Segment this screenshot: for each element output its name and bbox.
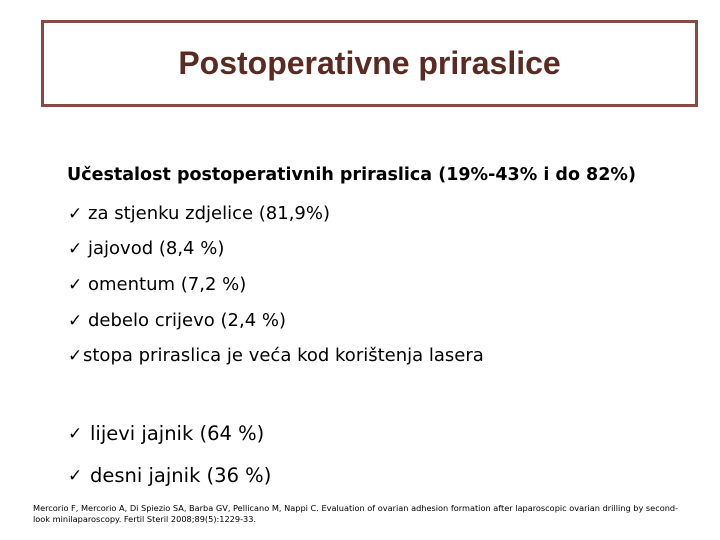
check-icon: ✓ [68, 345, 83, 366]
bullet-text: lijevi jajnik (64 %) [90, 422, 265, 445]
bullet-text: debelo crijevo (2,4 %) [88, 310, 286, 331]
check-icon: ✓ [68, 274, 83, 295]
bullet-item [68, 345, 484, 366]
bullet-item [68, 422, 264, 445]
bullet-text: desni jajnik (36 %) [90, 464, 272, 487]
bullet-item [68, 203, 330, 224]
bullet-item [68, 464, 271, 487]
check-icon: ✓ [68, 465, 83, 486]
check-icon: ✓ [68, 310, 83, 331]
check-icon: ✓ [68, 238, 83, 259]
check-icon: ✓ [68, 203, 83, 224]
bullet-text: jajovod (8,4 %) [88, 238, 225, 259]
bullet-item [68, 274, 246, 295]
bullet-item [68, 238, 224, 259]
check-icon: ✓ [68, 423, 83, 444]
slide-title: Postoperativne priraslice [178, 45, 561, 81]
bullet-item [68, 310, 286, 331]
bullet-text: stopa priraslica je veća kod korištenja lasera [83, 345, 484, 366]
subtitle: Učestalost postoperativnih priraslica (19%-43% i do 82%) [67, 165, 636, 185]
title-box [41, 20, 698, 107]
bullet-text: omentum (7,2 %) [88, 274, 247, 295]
bullet-text: za stjenku zdjelice (81,9%) [88, 203, 330, 224]
reference-citation: Mercorio F, Mercorio A, Di Spiezio SA, Barba GV, Pellicano M, Nappi C. Evaluation of ovarian adhesion formation after laparoscopic ovarian drilling by second-look minilaparoscopy. Fertil Steril 2008;89(5):1229-33. [33, 503, 679, 524]
